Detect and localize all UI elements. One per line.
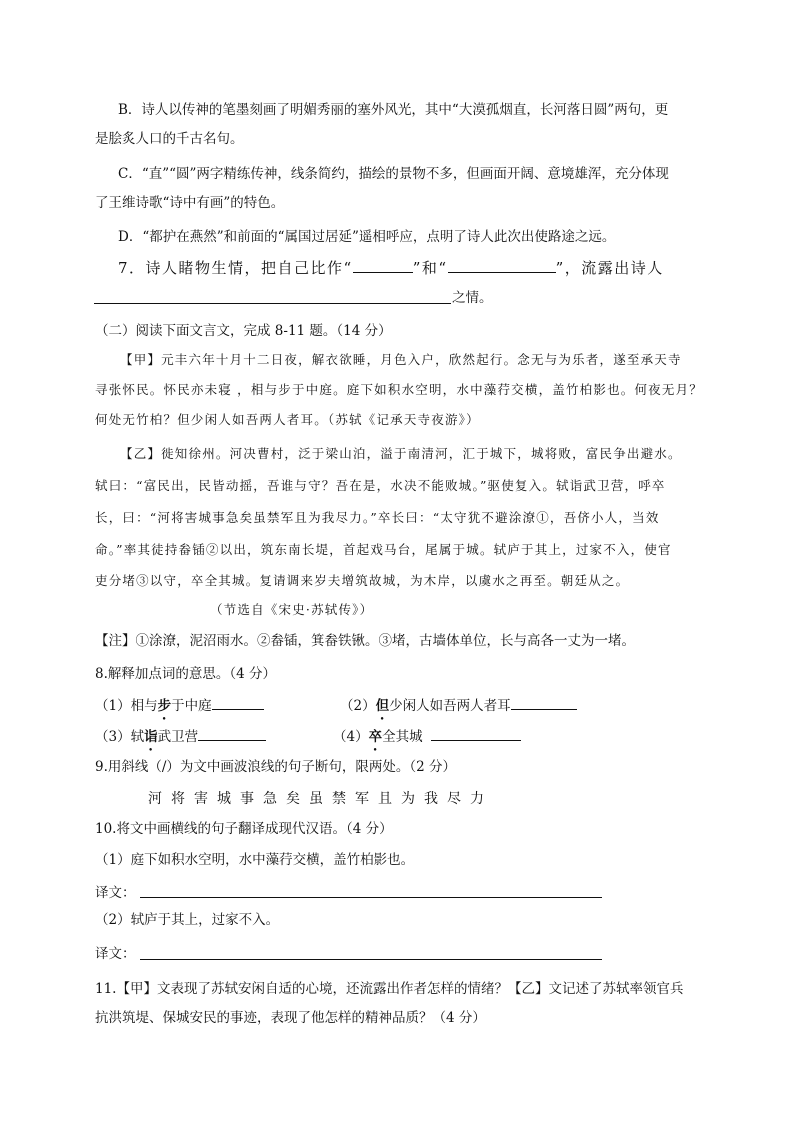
q10-sentence-2: （2）轼庐于其上，过家不入。	[95, 912, 280, 928]
question-9-title: 9.用斜线（/）为文中画波浪线的句子断句，限两处。（2 分）	[95, 759, 457, 775]
option-c-line2: 了王维诗歌“诗中有画”的特色。	[95, 195, 285, 211]
q8-blank-4[interactable]	[431, 725, 521, 741]
q8-item-1: （1）相与步于中庭	[95, 694, 264, 723]
passage-yi-line1: 【乙】徙知徐州。河决曹村，泛于梁山泊，溢于南清河，汇于城下，城将败，富民争出避水。	[120, 446, 682, 461]
question-11-line1: 11.【甲】文表现了苏轼安闲自适的心境，还流露出作者怎样的情绪？【乙】文记述了苏轼率领官兵	[95, 981, 684, 997]
section-heading: （二）阅读下面文言文，完成 8-11 题。（14 分）	[95, 323, 392, 339]
option-c-line1: C．“直”“圆”两字精练传神，线条简约，描绘的景物不多，但画面开阔、意境雄浑，充分体现	[118, 166, 669, 182]
q10-sentence-1: （1）庭下如积水空明，水中藻荇交横，盖竹柏影也。	[95, 852, 415, 868]
passage-yi-line4: 命。”率其徒持畚锸②以出，筑东南长堤，首起戏马台，尾属于城。轼庐于其上，过家不入，使官	[95, 542, 672, 557]
option-b-line1: B．诗人以传神的笔墨刻画了明媚秀丽的塞外风光，其中“大漠孤烟直，长河落日圆”两句，更	[118, 102, 669, 118]
passage-yi-line3: 长，曰：“河将害城事急矣虽禁军且为我尽力。”卒长曰：“太守犹不避涂潦①，吾侪小人，当效	[95, 510, 660, 525]
passage-yi-line2: 轼曰：“富民出，民皆动摇，吾谁与守？吾在是，水决不能败城。”驱使复入。轼诣武卫营，呼卒	[95, 478, 666, 493]
q8-item-3: （3）轼诣武卫营	[95, 725, 266, 754]
q8-item-2: （2）但少闲人如吾两人者耳	[340, 694, 577, 723]
q7-blank-1[interactable]	[353, 257, 413, 273]
q7-tail: 之情。	[452, 290, 493, 306]
q10-answer-line-1[interactable]	[140, 897, 602, 898]
question-11-line2: 抗洪筑堤、保城安民的事迹，表现了他怎样的精神品质？（4 分）	[95, 1010, 486, 1026]
q9-sentence: 河将害城事急矣虽禁军且为我尽力	[148, 791, 493, 807]
passage-jia-line2: 寻张怀民。怀民亦未寝 ，相与步于中庭。庭下如积水空明，水中藻荇交横，盖竹柏影也。何夜无月？	[95, 382, 703, 397]
q10-label-2: 译文：	[95, 946, 136, 962]
passage-yi-line5: 吏分堵③以守，卒全其城。复请调来岁夫增筑故城，为木岸，以虞水之再至。朝廷从之。	[95, 573, 630, 588]
q7-blank-2[interactable]	[448, 257, 556, 273]
option-d-line: D．“都护在燕然”和前面的“属国过居延”遥相呼应，点明了诗人此次出使路途之远。	[118, 229, 616, 245]
option-b-line2: 是脍炙人口的千古名句。	[95, 131, 244, 147]
passage-jia-line3: 何处无竹柏？但少闲人如吾两人者耳。（苏轼《记承天寺夜游》）	[95, 412, 480, 427]
question-8-title: 8.解释加点词的意思。（4 分）	[95, 666, 277, 682]
q10-label-1: 译文：	[95, 885, 136, 901]
q8-blank-1[interactable]	[212, 694, 264, 710]
q8-blank-3[interactable]	[198, 725, 266, 741]
note: 【注】①涂潦，泥沼雨水。②畚锸，箕畚铁锹。③堵，古墙体单位，长与高各一丈为一堵。	[95, 633, 635, 649]
q7-blank-3[interactable]	[94, 303, 451, 304]
q10-answer-line-2[interactable]	[140, 959, 602, 960]
question-7: 7．诗人睹物生情，把自己比作“ ”和“ ”，流露出诗人	[118, 259, 664, 277]
question-10-title: 10.将文中画横线的句子翻译成现代汉语。（4 分）	[95, 821, 393, 837]
passage-jia-line1: 【甲】元丰六年十月十二日夜，解衣欲睡，月色入户，欣然起行。念无与为乐者，遂至承天寺	[120, 352, 682, 367]
q8-blank-2[interactable]	[511, 694, 577, 710]
q8-item-4: （4）卒全其城	[333, 725, 521, 754]
passage-source: （节选自《宋史·苏轼传》）	[210, 602, 374, 617]
